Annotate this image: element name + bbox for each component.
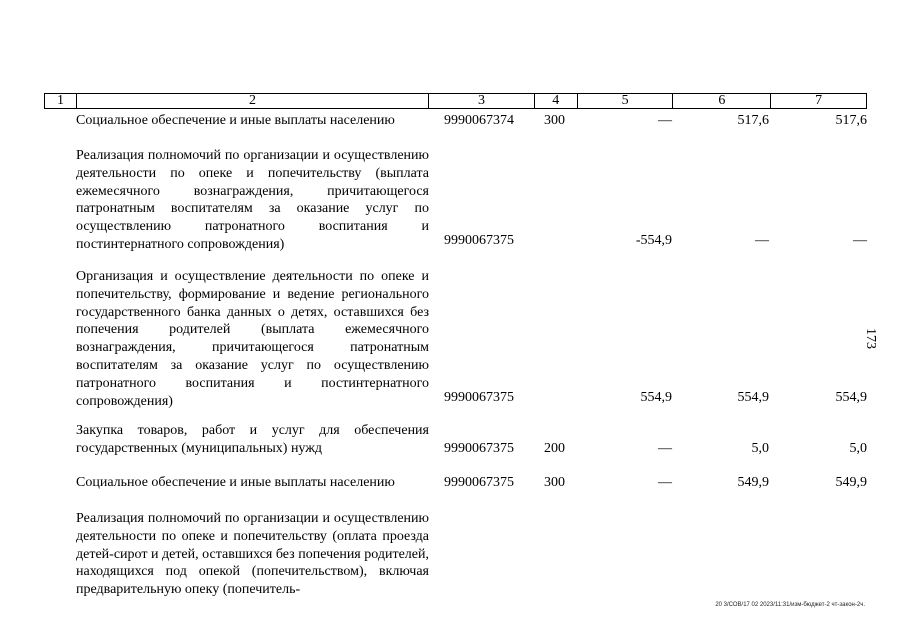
row-col5: -554,9 (635, 233, 672, 248)
row-col7: 554,9 (835, 390, 867, 405)
row-kvr: 300 (544, 113, 565, 128)
page-number: 173 (863, 328, 878, 349)
row-code: 9990067375 (444, 390, 514, 405)
row-description: Организация и осуществление деятельности по опеке и попечительству, формирование и ведение регионального государственного банка данных о детях, оставшихся без попечения родителей (выплата ежемесячного вознаграждения, причитающегося патронатным воспитателям за оказание услуг по осуществлению патронатного воспитания и постинтернатного сопровождения) (76, 269, 429, 409)
row-code: 9990067375 (444, 233, 514, 248)
row-col5: — (658, 475, 672, 490)
header-col-2: 2 (77, 94, 429, 108)
row-kvr: 200 (544, 441, 565, 456)
row-col6: 5,0 (751, 441, 769, 456)
footer-docinfo: 20 3/СОВ/17 02 2023/11:31/изм-бюджет-2 чт-закон-2ч. (715, 602, 865, 608)
row-col5: — (658, 441, 672, 456)
row-description: Социальное обеспечение и иные выплаты населению (76, 113, 395, 128)
row-description: Реализация полномочий по организации и осуществлению деятельности по опеке и попечительству (оплата проезда детей-сирот и детей, оставшихся без попечения родителей, находящихся под опекой (попечительством), включая предварительную опеку (попечитель- (76, 511, 429, 598)
header-col-6: 6 (673, 94, 771, 108)
header-col-1: 1 (45, 94, 77, 108)
row-code: 9990067374 (444, 113, 514, 128)
header-col-5: 5 (578, 94, 674, 108)
header-col-3: 3 (429, 94, 535, 108)
row-col7: 5,0 (849, 441, 867, 456)
row-kvr: 300 (544, 475, 565, 490)
row-col6: 517,6 (737, 113, 769, 128)
header-col-7: 7 (815, 93, 823, 108)
header-col-4: 4 (535, 94, 578, 108)
column-header-row (44, 93, 867, 109)
row-col5: — (658, 113, 672, 128)
row-col6: 554,9 (737, 390, 769, 405)
row-description: Социальное обеспечение и иные выплаты населению (76, 475, 395, 490)
row-code: 9990067375 (444, 441, 514, 456)
row-code: 9990067375 (444, 475, 514, 490)
row-col5: 554,9 (640, 390, 672, 405)
row-col7: 517,6 (835, 113, 867, 128)
row-col6: — (755, 233, 769, 248)
row-description: Закупка товаров, работ и услуг для обеспечения государственных (муниципальных) нужд (76, 423, 429, 456)
row-description: Реализация полномочий по организации и осуществлению деятельности по опеке и попечительству (выплата ежемесячного вознаграждения, причитающегося патронатным воспитателям за оказание услуг по осуществлению патронатного воспитания и постинтернатного сопровождения) (76, 148, 429, 252)
row-col7: 549,9 (835, 475, 867, 490)
row-col6: 549,9 (737, 475, 769, 490)
row-col7: — (853, 233, 867, 248)
